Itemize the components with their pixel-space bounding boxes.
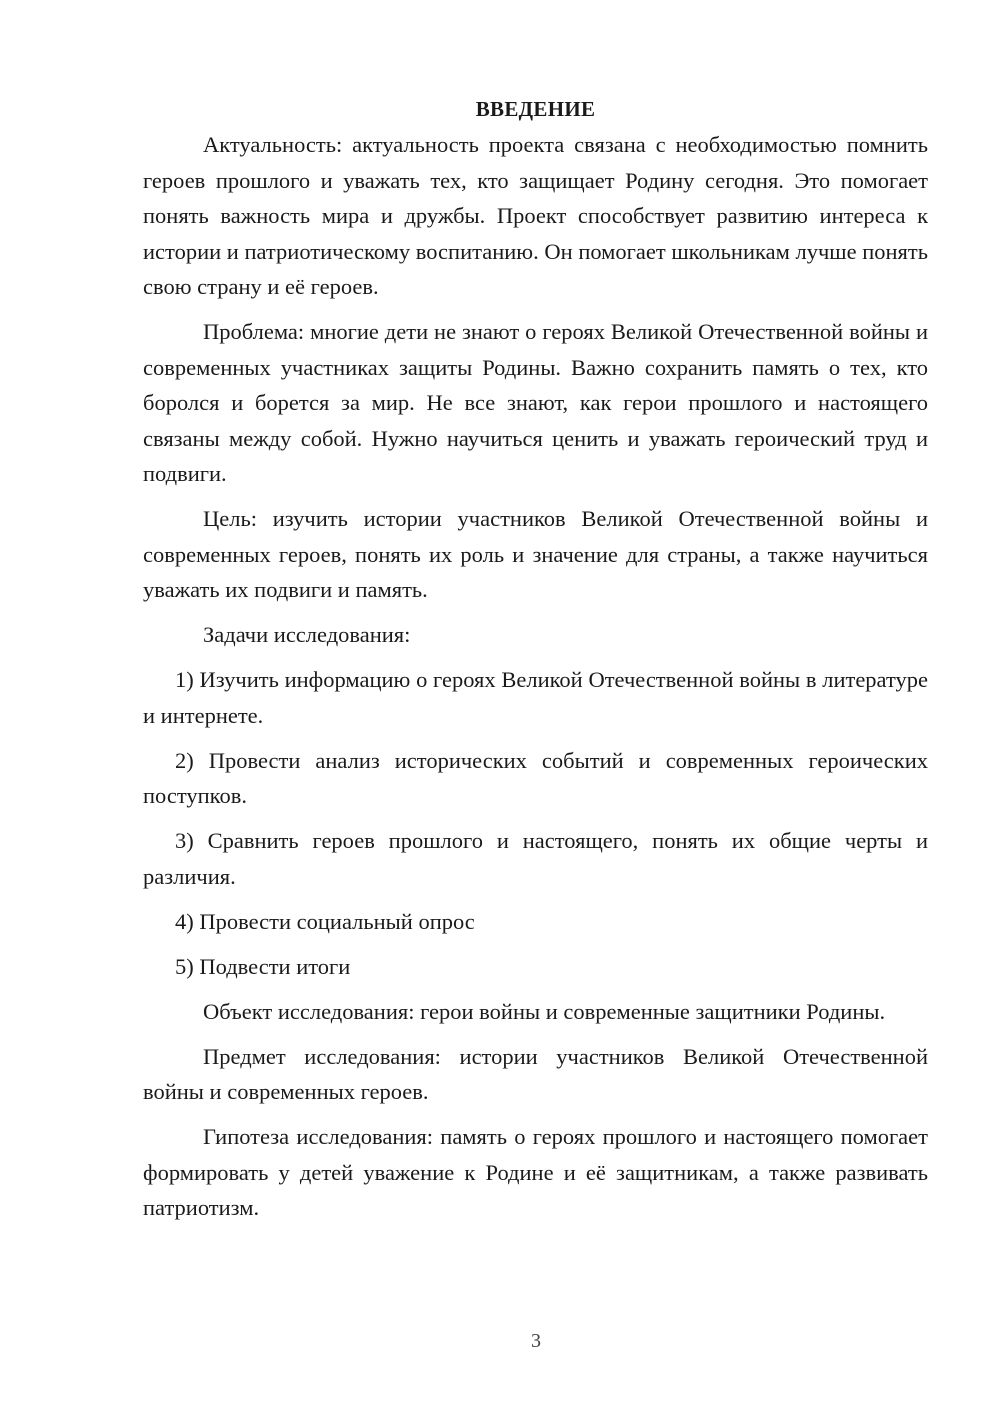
hypothesis-paragraph: Гипотеза исследования: память о героях прошлого и настоящего помогает формировать у детей уважение к Родине и её защитникам, а также развивать патриотизм. [143, 1124, 928, 1220]
tasks-label: Задачи исследования: [203, 622, 411, 647]
goal-paragraph: Цель: изучить истории участников Великой Отечественной войны и современных героев, понять их роль и значение для страны, а также научиться уважать их подвиги и память. [143, 506, 928, 602]
problem-paragraph: Проблема: многие дети не знают о героях Великой Отечественной войны и современных участниках защиты Родины. Важно сохранить память о тех, кто боролся и борется за мир. Не все знают, как герои прошлого и настоящего связаны между собой. Нужно научиться ценить и уважать героический труд и подвиги. [143, 319, 928, 486]
task-item-4: 4) Провести социальный опрос [175, 908, 475, 934]
task-item-1: 1) Изучить информацию о героях Великой Отечественной войны в литературе и интернете. [143, 667, 928, 728]
object-paragraph: Объект исследования: герои войны и современные защитники Родины. [203, 998, 886, 1024]
document-page [143, 92, 928, 1235]
subject-paragraph: Предмет исследования: истории участников Великой Отечественной войны и современных героев. [143, 1043, 928, 1104]
page-title: ВВЕДЕНИЕ [475, 97, 596, 121]
task-item-5: 5) Подвести итоги [175, 953, 351, 979]
relevance-paragraph: Актуальность: актуальность проекта связана с необходимостью помнить героев прошлого и уважать тех, кто защищает Родину сегодня. Это помогает понять важность мира и дружбы. Проект способствует развитию интереса к истории и патриотическому воспитанию. Он помогает школьникам лучше понять свою страну и её героев. [143, 132, 928, 299]
task-item-3: 3) Сравнить героев прошлого и настоящего, понять их общие черты и различия. [143, 828, 928, 889]
page-number: 3 [531, 1330, 541, 1352]
task-item-2: 2) Провести анализ исторических событий и современных героических поступков. [143, 747, 928, 808]
